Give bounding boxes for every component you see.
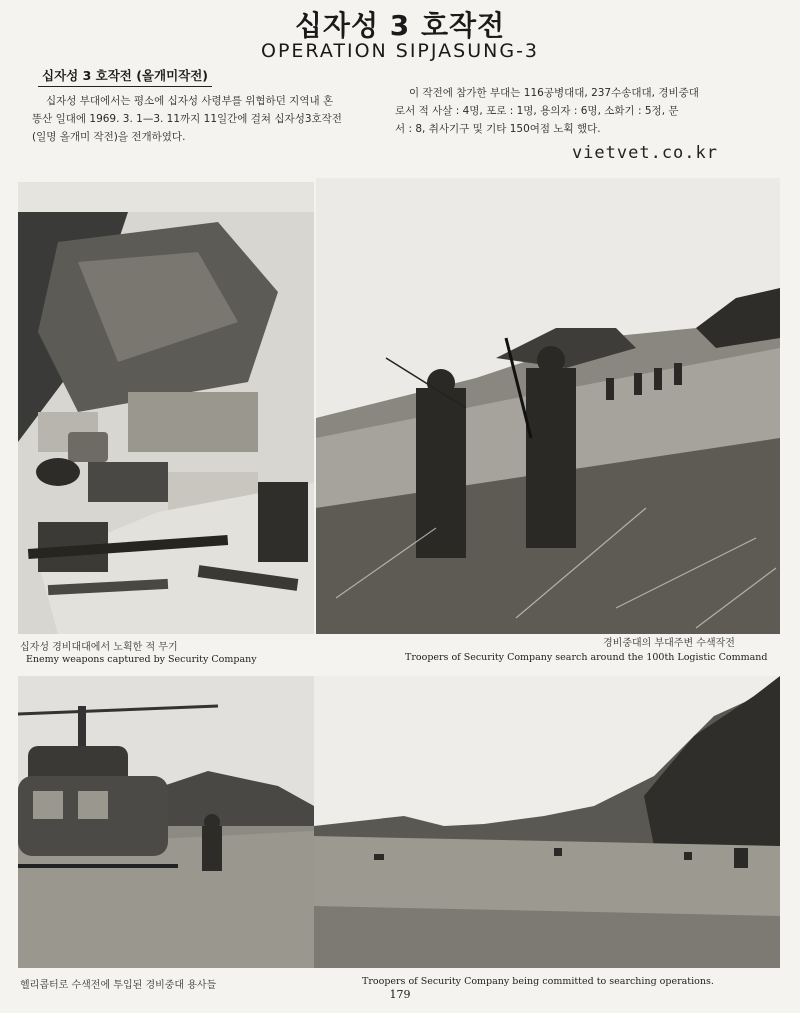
photo-captured-weapons-image (18, 182, 314, 634)
intro-left-line: (일명 올개미 작전)을 전개하였다. (32, 131, 186, 143)
caption-weapons-en: Enemy weapons captured by Security Company (26, 654, 257, 665)
caption-helicopter-ko: 헬리콥터로 수색전에 투입된 경비중대 용사들 (20, 980, 217, 991)
caption-troopers-ko: 경비중대의 부대주변 수색작전 (603, 638, 735, 649)
photo-troopers-search (316, 178, 780, 634)
caption-weapons-ko: 십자성 경비대대에서 노획한 적 무기 (20, 642, 178, 653)
photo-captured-weapons (18, 182, 314, 634)
section-heading: 십자성 3 호작전 (올개미작전) (38, 66, 212, 87)
intro-right-line: 이 작전에 참가한 부대는 116공병대대, 237수송대대, 경비중대 (409, 87, 699, 99)
page-title-korean: 십자성 3 호작전 (294, 9, 506, 42)
intro-right-line: 로서 적 사살 : 4명, 포로 : 1명, 용의자 : 6명, 소화기 : 5정, 문 (395, 105, 679, 117)
photo-field (314, 676, 780, 968)
photo-troopers-search-image (316, 178, 780, 634)
intro-paragraph-right (395, 84, 725, 138)
page-title-english: OPERATION SIPJASUNG-3 (260, 40, 540, 62)
intro-left-line: 똥산 일대에 1969. 3. 1—3. 11까지 11일간에 걸쳐 십자성3호작전 (32, 113, 342, 125)
intro-left-line: 십자성 부대에서는 평소에 십자성 사령부를 위협하던 지역내 혼 (46, 95, 334, 107)
photo-helicopter (18, 676, 314, 968)
photo-field-image (314, 676, 780, 968)
intro-paragraph-left (32, 92, 372, 146)
photo-helicopter-image (18, 676, 314, 968)
intro-right-line: 서 : 8, 취사기구 및 기타 150여점 노획 했다. (395, 123, 601, 135)
page-number: 179 (389, 988, 411, 1001)
caption-field-en: Troopers of Security Company being committed to searching operations. (362, 976, 714, 987)
site-watermark: vietvet.co.kr (571, 143, 718, 163)
caption-troopers-en: Troopers of Security Company search around the 100th Logistic Command (405, 652, 768, 663)
